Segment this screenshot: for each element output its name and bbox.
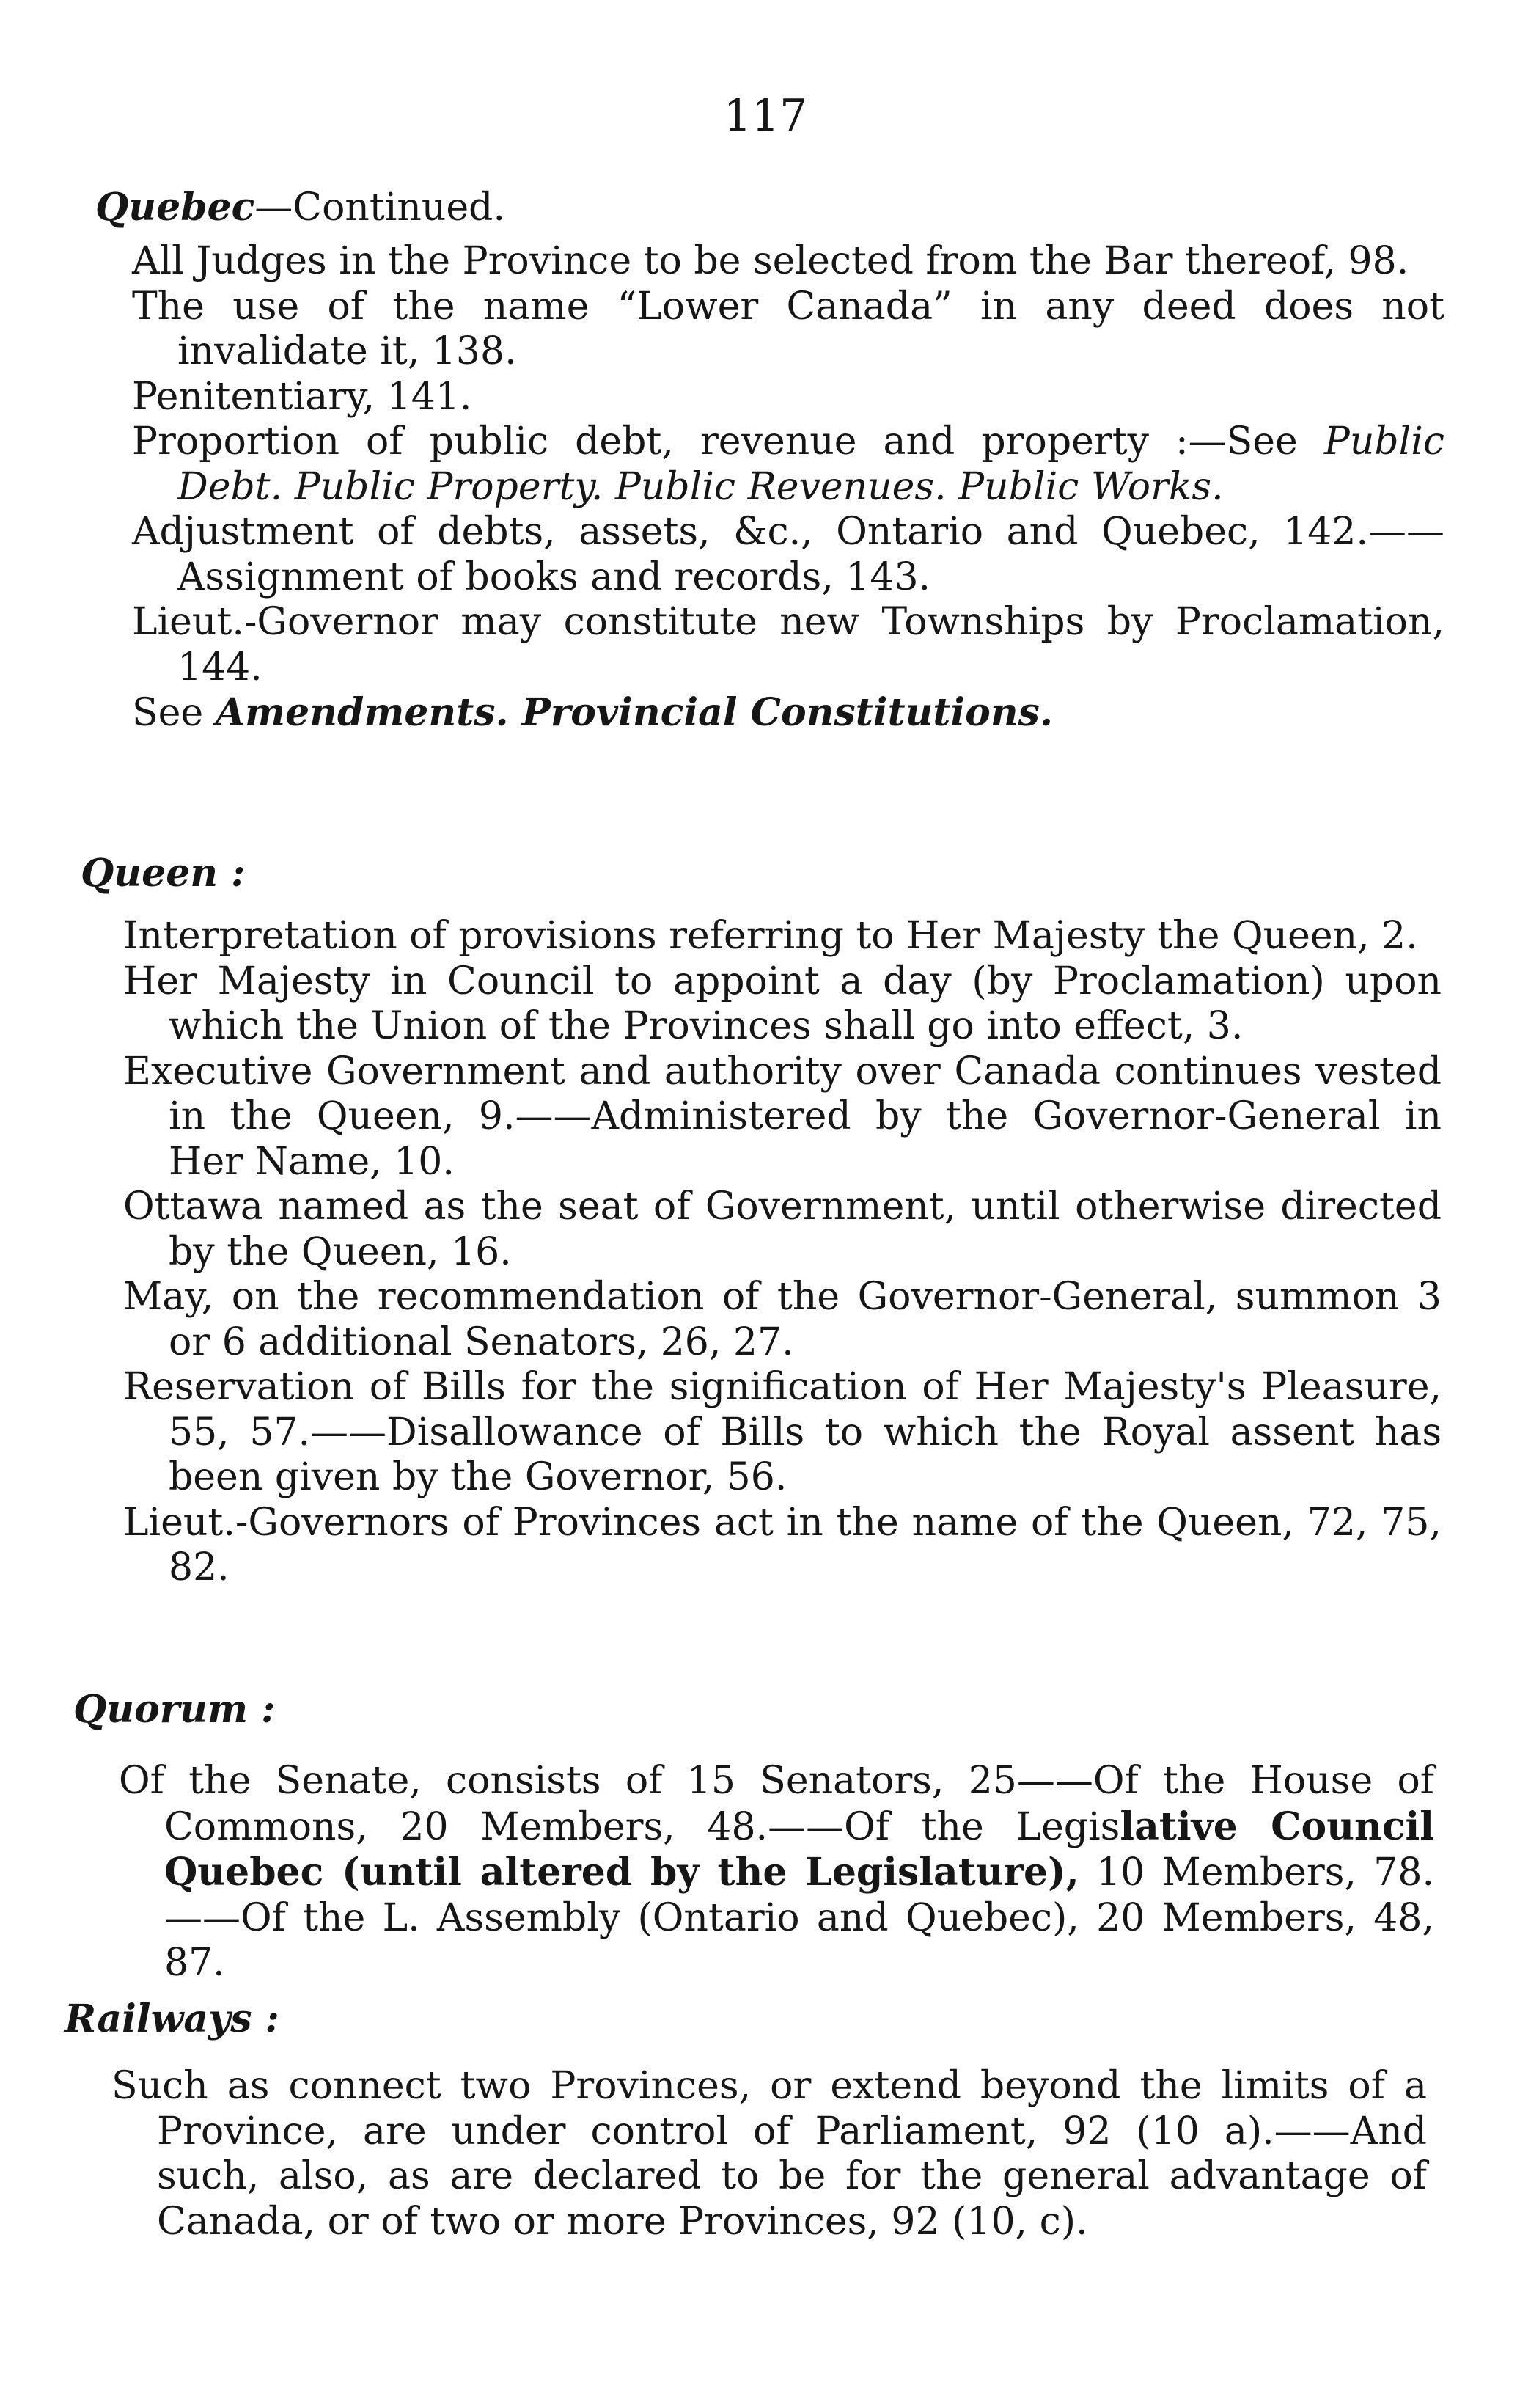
index-section-quorum xyxy=(0,1687,1531,1986)
section-heading: Quebec—Continued. xyxy=(95,185,505,230)
entry-list xyxy=(119,1759,1434,1986)
section-heading: Quorum : xyxy=(73,1687,276,1732)
index-entry: Her Majesty in Council to appoint a day (by Proclamation) upon which the Union of the Provinces shall go into effect, 3. xyxy=(123,959,1442,1048)
index-entry: See Amendments. Provincial Constitutions. xyxy=(132,690,1054,735)
index-entry: Adjustment of debts, assets, &c., Ontario and Quebec, 142.——Assignment of books and records, 143. xyxy=(132,510,1444,599)
cross-reference: Public Debt. Public Property. Public Revenues. Public Works. xyxy=(177,420,1444,509)
page-number: 117 xyxy=(723,90,808,142)
index-entry: All Judges in the Province to be selected from the Bar thereof, 98. xyxy=(132,239,1409,283)
continued-label: —Continued. xyxy=(254,186,505,230)
index-entry: Proportion of public debt, revenue and property :—See Public Debt. Public Property. Public Revenues. Public Works. xyxy=(132,420,1444,509)
section-heading: Queen : xyxy=(81,851,246,896)
index-section-queen xyxy=(0,851,1531,1591)
index-entry: Penitentiary, 141. xyxy=(132,374,472,419)
entry-list xyxy=(111,2064,1427,2244)
section-heading: Railways : xyxy=(65,1997,279,2041)
index-entry: Executive Government and authority over Canada continues vested in the Queen, 9.——Administered by the Governor-General in Her Name, 10. xyxy=(123,1049,1442,1184)
index-entry: May, on the recommendation of the Governor-General, summon 3 or 6 additional Senators, 26, 27. xyxy=(123,1275,1442,1364)
index-section-railways xyxy=(0,1997,1531,2244)
cross-reference: Amendments. Provincial Constitutions. xyxy=(215,690,1054,735)
index-entry: Lieut.-Governor may constitute new Townships by Proclamation, 144. xyxy=(132,600,1444,689)
index-entry: Interpretation of provisions referring to Her Majesty the Queen, 2. xyxy=(123,914,1418,958)
index-entry: Such as connect two Provinces, or extend beyond the limits of a Province, are under control of Parliament, 92 (10 a).——And such, also, as are declared to be for the general advantage of Canada, or of two or more Provinces, 92 (10, c). xyxy=(111,2064,1427,2244)
entry-list xyxy=(132,239,1444,736)
index-entry: Of the Senate, consists of 15 Senators, 25——Of the House of Commons, 20 Members, 48.——Of the Legislative Council Quebec (until altered by the Legislature), 10 Members, 78.——Of the L. Assembly (Ontario and Quebec), 20 Members, 48, 87. xyxy=(119,1759,1434,1985)
index-entry: Reservation of Bills for the signification of Her Majesty's Pleasure, 55, 57.——Disallowance of Bills to which the Royal assent has been given by the Governor, 56. xyxy=(123,1365,1442,1499)
index-section-quebec xyxy=(0,185,1531,736)
bold-text: lative Council Quebec (until altered by the Legislature), xyxy=(164,1804,1434,1895)
index-entry: Lieut.-Governors of Provinces act in the name of the Queen, 72, 75, 82. xyxy=(123,1500,1442,1589)
entry-list xyxy=(123,914,1442,1591)
index-entry: Ottawa named as the seat of Government, until otherwise directed by the Queen, 16. xyxy=(123,1185,1442,1274)
index-entry: The use of the name “Lower Canada” in any deed does not invalidate it, 138. xyxy=(132,284,1444,373)
